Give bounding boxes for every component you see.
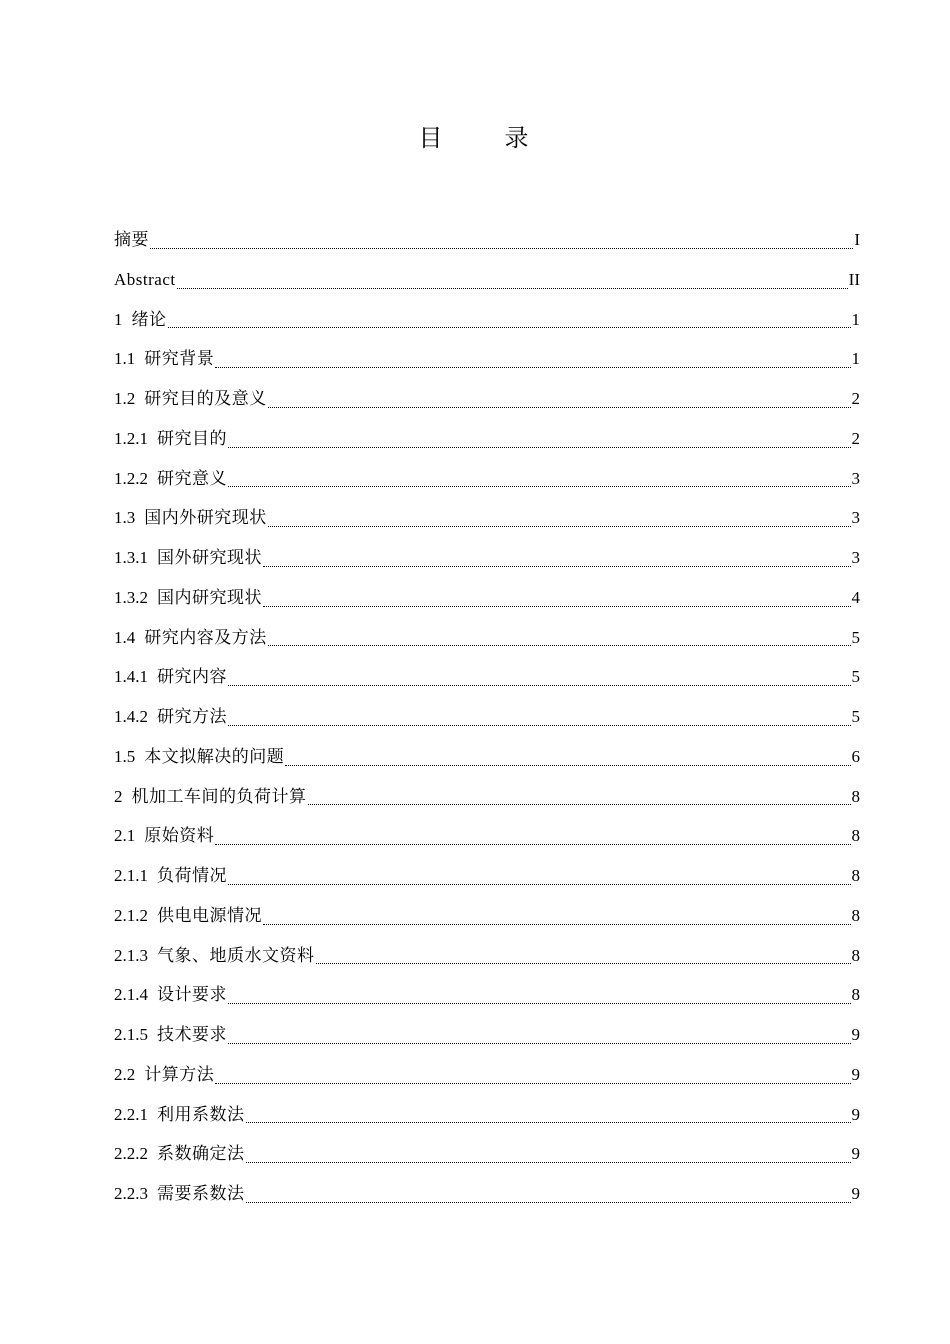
toc-entry[interactable] bbox=[114, 419, 860, 459]
toc-entry-label: 原始资料 bbox=[144, 826, 215, 846]
toc-entry-page-number: 1 bbox=[851, 349, 860, 369]
dot-leader bbox=[268, 379, 851, 419]
toc-entry-page-number: 3 bbox=[851, 468, 860, 488]
toc-entry-number: 2.1.5 bbox=[114, 1025, 148, 1044]
toc-entry-number: 1.2.1 bbox=[114, 428, 148, 448]
toc-entry[interactable] bbox=[114, 1174, 860, 1214]
toc-entry-label: 负荷情况 bbox=[157, 866, 227, 885]
toc-entry-page-number: 4 bbox=[851, 587, 860, 607]
toc-entry-number: 1.4 bbox=[114, 627, 136, 647]
toc-entry-label: 本文拟解决的问题 bbox=[144, 746, 285, 766]
toc-entry[interactable] bbox=[114, 498, 860, 538]
toc-entry-page-number: 9 bbox=[851, 1184, 860, 1203]
toc-entry-label: Abstract bbox=[114, 269, 176, 289]
toc-entry-page-number: 8 bbox=[851, 905, 860, 925]
dot-leader bbox=[246, 1134, 851, 1174]
toc-entry-page-number: 5 bbox=[851, 627, 860, 647]
toc-entry[interactable] bbox=[114, 578, 860, 618]
toc-entry-number: 2.1.4 bbox=[114, 985, 148, 1005]
toc-entry[interactable] bbox=[114, 975, 860, 1015]
toc-entry-page-number: 9 bbox=[851, 1104, 860, 1124]
dot-leader bbox=[268, 618, 851, 658]
toc-entry-number: 2.1.3 bbox=[114, 945, 148, 965]
dot-leader bbox=[150, 220, 853, 260]
dot-leader bbox=[246, 1095, 851, 1135]
toc-entry[interactable] bbox=[114, 657, 860, 697]
dot-leader bbox=[177, 260, 848, 300]
toc-entry-label: 绪论 bbox=[131, 309, 167, 329]
toc-entry-number: 2.1.2 bbox=[114, 905, 148, 925]
dot-leader bbox=[228, 1015, 851, 1055]
dot-leader bbox=[316, 936, 851, 976]
dot-leader bbox=[215, 1055, 850, 1095]
toc-entry-label: 研究意义 bbox=[157, 468, 227, 488]
toc-entry-number: 2 bbox=[114, 786, 123, 806]
toc-entry[interactable] bbox=[114, 538, 860, 578]
toc-entry-number: 1.3.1 bbox=[114, 548, 148, 567]
toc-entry-label: 国外研究现状 bbox=[157, 548, 262, 567]
dot-leader bbox=[285, 737, 850, 777]
toc-entry-page-number: 6 bbox=[851, 746, 860, 766]
toc-entry[interactable] bbox=[114, 379, 860, 419]
toc-entry-page-number: 8 bbox=[851, 985, 860, 1005]
toc-entry-number: 1.3 bbox=[114, 508, 136, 528]
dot-leader bbox=[228, 459, 851, 499]
toc-entry-number: 1.4.1 bbox=[114, 667, 148, 687]
toc-entry-number: 2.2 bbox=[114, 1064, 136, 1084]
toc-entry-number: 2.2.3 bbox=[114, 1184, 148, 1203]
toc-entry-number: 1.2 bbox=[114, 389, 136, 408]
toc-entry-number: 1.4.2 bbox=[114, 707, 148, 726]
toc-entry-page-number: 5 bbox=[851, 707, 860, 726]
toc-entry-page-number: 9 bbox=[851, 1144, 860, 1164]
toc-entry-label: 技术要求 bbox=[157, 1025, 227, 1044]
toc-entry-page-number: 9 bbox=[851, 1025, 860, 1044]
toc-entry-number: 1.2.2 bbox=[114, 468, 148, 488]
toc-entry-page-number: 9 bbox=[851, 1064, 860, 1084]
toc-entry-label: 摘要 bbox=[114, 230, 149, 249]
dot-leader bbox=[263, 578, 851, 618]
dot-leader bbox=[228, 975, 851, 1015]
toc-entry-label: 系数确定法 bbox=[157, 1144, 245, 1164]
table-of-contents bbox=[114, 220, 860, 1214]
toc-entry-label: 机加工车间的负荷计算 bbox=[131, 786, 307, 806]
toc-entry-page-number: 1 bbox=[851, 309, 860, 329]
toc-entry[interactable] bbox=[114, 896, 860, 936]
toc-entry[interactable] bbox=[114, 459, 860, 499]
toc-entry-number: 2.2.1 bbox=[114, 1104, 148, 1124]
toc-entry-label: 研究内容 bbox=[157, 667, 227, 687]
dot-leader bbox=[228, 856, 851, 896]
toc-entry[interactable] bbox=[114, 339, 860, 379]
toc-entry[interactable] bbox=[114, 936, 860, 976]
dot-leader bbox=[246, 1174, 851, 1214]
dot-leader bbox=[215, 816, 850, 856]
toc-entry-number: 1.5 bbox=[114, 746, 136, 766]
toc-entry-page-number: 3 bbox=[851, 548, 860, 567]
toc-entry[interactable] bbox=[114, 816, 860, 856]
toc-entry-page-number: II bbox=[848, 269, 860, 289]
toc-entry-number: 2.1.1 bbox=[114, 866, 148, 885]
toc-entry[interactable] bbox=[114, 1095, 860, 1135]
toc-entry-number: 2.2.2 bbox=[114, 1144, 148, 1164]
toc-entry[interactable] bbox=[114, 1134, 860, 1174]
toc-entry[interactable] bbox=[114, 856, 860, 896]
dot-leader bbox=[228, 657, 851, 697]
toc-entry-label: 研究方法 bbox=[157, 707, 227, 726]
toc-entry-label: 需要系数法 bbox=[157, 1184, 245, 1203]
page-title: 目 录 bbox=[418, 126, 557, 152]
toc-entry[interactable] bbox=[114, 697, 860, 737]
toc-entry[interactable] bbox=[114, 1015, 860, 1055]
toc-entry-page-number: 2 bbox=[851, 428, 860, 448]
toc-entry-page-number: 8 bbox=[851, 945, 860, 965]
toc-entry-label: 研究目的 bbox=[157, 428, 227, 448]
toc-entry-page-number: 8 bbox=[851, 786, 860, 806]
toc-entry[interactable] bbox=[114, 737, 860, 777]
toc-entry-number: 2.1 bbox=[114, 826, 136, 846]
dot-leader bbox=[228, 419, 851, 459]
toc-entry[interactable] bbox=[114, 260, 860, 300]
toc-entry-label: 国内研究现状 bbox=[157, 587, 262, 607]
toc-entry-number: 1.3.2 bbox=[114, 587, 148, 607]
toc-entry-label: 研究内容及方法 bbox=[144, 627, 267, 647]
toc-entry[interactable] bbox=[114, 618, 860, 658]
dot-leader bbox=[263, 538, 851, 578]
toc-entry-label: 利用系数法 bbox=[157, 1104, 245, 1124]
toc-entry-label: 国内外研究现状 bbox=[144, 508, 267, 528]
toc-entry-label: 设计要求 bbox=[157, 985, 227, 1005]
dot-leader bbox=[263, 896, 851, 936]
toc-entry-page-number: 2 bbox=[851, 389, 860, 408]
toc-entry[interactable] bbox=[114, 777, 860, 817]
dot-leader bbox=[228, 697, 851, 737]
toc-entry-page-number: I bbox=[854, 230, 860, 249]
toc-entry-number: 1 bbox=[114, 309, 123, 329]
toc-entry-label: 气象、地质水文资料 bbox=[157, 945, 315, 965]
toc-entry-page-number: 3 bbox=[851, 508, 860, 528]
toc-entry[interactable] bbox=[114, 1055, 860, 1095]
toc-entry-label: 研究目的及意义 bbox=[144, 389, 267, 408]
toc-entry-label: 供电电源情况 bbox=[157, 905, 262, 925]
toc-entry-label: 计算方法 bbox=[144, 1064, 215, 1084]
toc-entry-label: 研究背景 bbox=[144, 349, 215, 369]
toc-entry[interactable] bbox=[114, 300, 860, 340]
toc-entry-page-number: 8 bbox=[851, 826, 860, 846]
dot-leader bbox=[215, 339, 850, 379]
toc-entry-page-number: 5 bbox=[851, 667, 860, 687]
dot-leader bbox=[168, 300, 851, 340]
toc-entry-page-number: 8 bbox=[851, 866, 860, 885]
dot-leader bbox=[268, 498, 851, 538]
toc-entry[interactable] bbox=[114, 220, 860, 260]
toc-entry-number: 1.1 bbox=[114, 349, 136, 369]
dot-leader bbox=[308, 777, 851, 817]
